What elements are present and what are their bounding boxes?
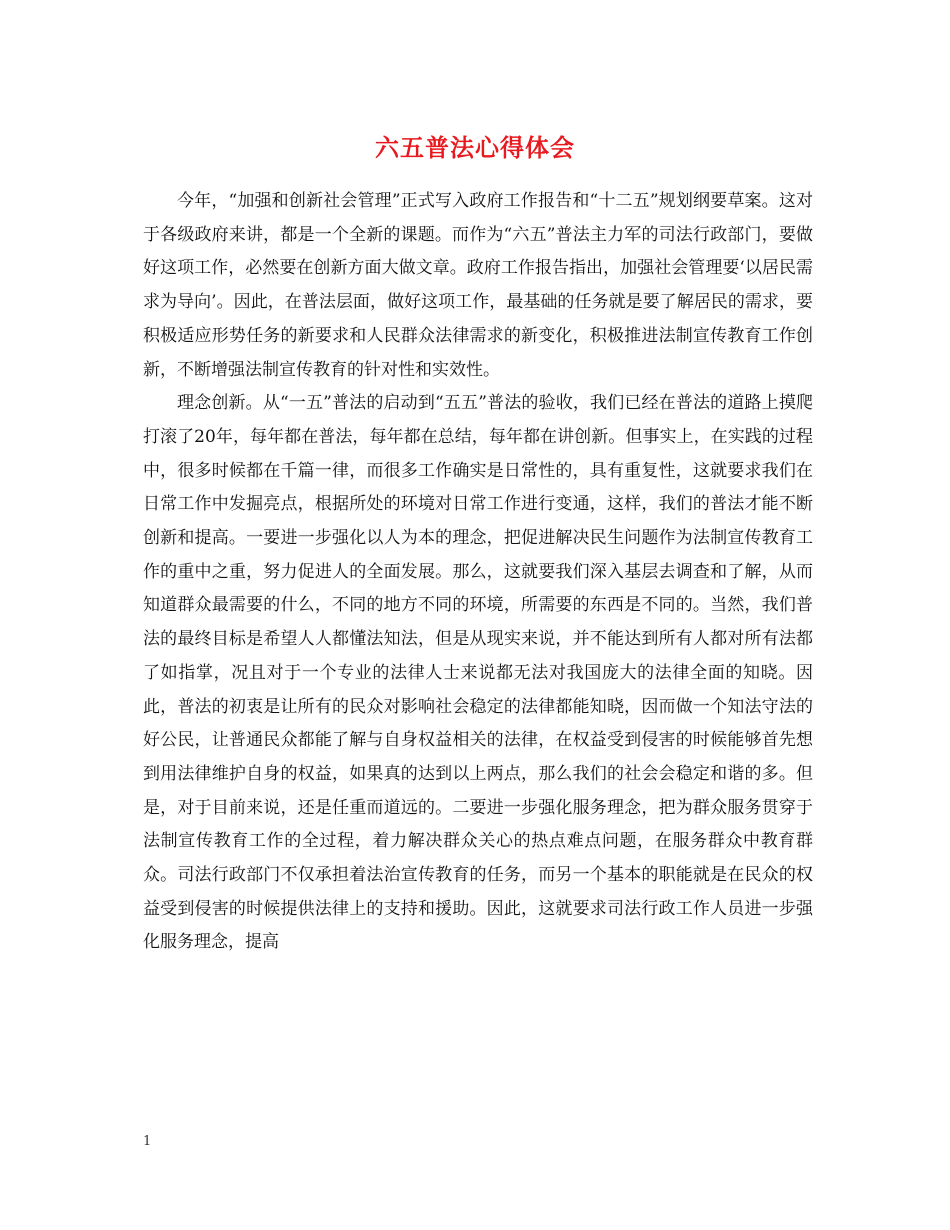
document-body bbox=[143, 185, 813, 960]
paragraph: 今年，“加强和创新社会管理”正式写入政府工作报告和“十二五”规划纲要草案。这对于各级政府来讲，都是一个全新的课题。而作为“六五”普法主力军的司法行政部门，要做好这项工作，必然要在创新方面大做文章。政府工作报告指出，加强社会管理要‘以居民需求为导向’。因此，在普法层面，做好这项工作，最基础的任务就是要了解居民的需求，要积极适应形势任务的新要求和人民群众法律需求的新变化，积极推进法制宣传教育工作创新，不断增强法制宣传教育的针对性和实效性。 bbox=[143, 191, 813, 380]
paragraph: 理念创新。从“一五”普法的启动到“五五”普法的验收，我们已经在普法的道路上摸爬打滚了20年，每年都在普法，每年都在总结，每年都在讲创新。但事实上，在实践的过程中，很多时候都在千篇一律，而很多工作确实是日常性的，具有重复性，这就要求我们在日常工作中发掘亮点，根据所处的环境对日常工作进行变通，这样，我们的普法才能不断创新和提高。一要进一步强化以人为本的理念，把促进解决民生问题作为法制宣传教育工作的重中之重，努力促进人的全面发展。那么，这就要我们深入基层去调查和了解，从而知道群众最需要的什么，不同的地方不同的环境，所需要的东西是不同的。当然，我们普法的最终目标是希望人人都懂法知法，但是从现实来说，并不能达到所有人都对所有法都了如指掌，况且对于一个专业的法律人士来说都无法对我国庞大的法律全面的知晓。因此，普法的初衷是让所有的民众对影响社会稳定的法律都能知晓，因而做一个知法守法的好公民，让普通民众都能了解与自身权益相关的法律，在权益受到侵害的时候能够首先想到用法律维护自身的权益，如果真的达到以上两点，那么我们的社会会稳定和谐的多。但是，对于目前来说，还是任重而道远的。二要进一步强化服务理念，把为群众服务贯穿于法制宣传教育工作的全过程，着力解决群众关心的热点难点问题，在服务群众中教育群众。司法行政部门不仅承担着法治宣传教育的任务，而另一个基本的职能就是在民众的权益受到侵害的时候提供法律上的支持和援助。因此，这就要求司法行政工作人员进一步强化服务理念，提高 bbox=[143, 393, 813, 953]
document-title: 六五普法心得体会 bbox=[375, 133, 575, 162]
page-number: 1 bbox=[143, 1134, 152, 1149]
